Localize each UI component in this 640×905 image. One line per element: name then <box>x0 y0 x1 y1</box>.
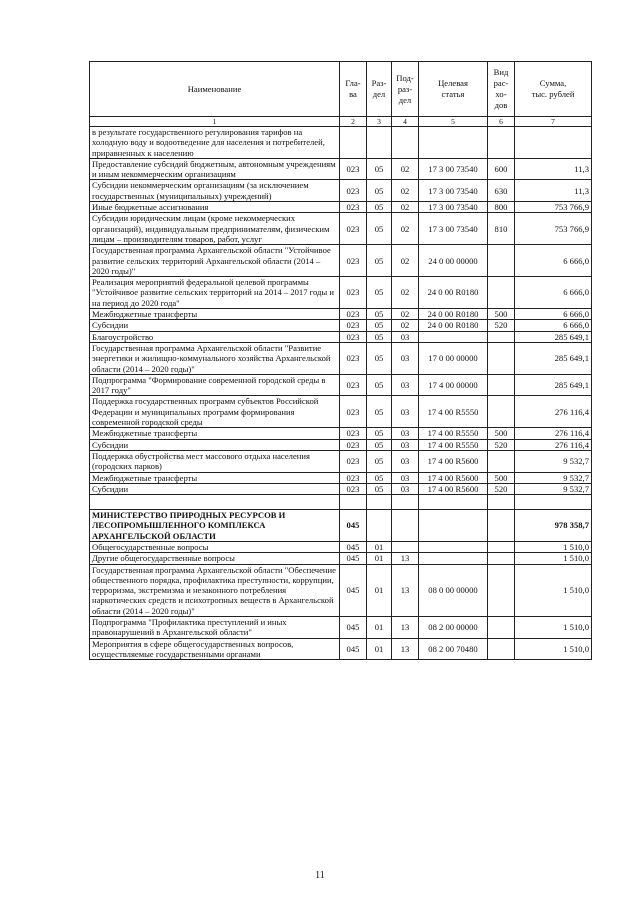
cell-razdel <box>367 127 392 159</box>
cell-glava: 045 <box>340 553 367 564</box>
cell-vid <box>488 541 515 552</box>
cell-glava: 023 <box>340 320 367 331</box>
cell-podrazdel: 13 <box>392 638 419 660</box>
page-number: 11 <box>315 870 325 881</box>
cell-glava: 023 <box>340 277 367 309</box>
cell-vid <box>488 564 515 616</box>
cell-razdel: 05 <box>367 331 392 342</box>
cell-razdel: 01 <box>367 553 392 564</box>
cell-vid <box>488 331 515 342</box>
cell-name: Общегосударственные вопросы <box>90 541 340 552</box>
cell-vid <box>488 510 515 542</box>
cell-name: Поддержка государственных программ субъектов Российской Федерации и муниципальных программ формирования современной городской среды <box>90 396 340 428</box>
cell-razdel: 05 <box>367 374 392 396</box>
table-row <box>90 127 592 159</box>
table-row <box>90 439 592 450</box>
header-razdel: Раз- дел <box>367 62 392 117</box>
cell-vid <box>488 396 515 428</box>
cell-tselevaya: 17 4 00 R5600 <box>419 483 488 494</box>
cell-razdel: 05 <box>367 309 392 320</box>
cell-podrazdel: 13 <box>392 553 419 564</box>
cell-razdel: 01 <box>367 617 392 639</box>
cell-podrazdel: 02 <box>392 320 419 331</box>
cell-summa: 1 510,0 <box>515 541 592 552</box>
cell-razdel: 05 <box>367 213 392 245</box>
cell-glava: 023 <box>340 450 367 472</box>
cell-name: Государственная программа Архангельской области "Устойчивое развитие сельских территорий Архангельской области (2014 – 2020 годы)" <box>90 245 340 277</box>
cell-podrazdel: 03 <box>392 342 419 374</box>
cell-razdel: 05 <box>367 450 392 472</box>
cell-glava: 023 <box>340 213 367 245</box>
cell-name: Межбюджетные трансферты <box>90 472 340 483</box>
cell-summa: 285 649,1 <box>515 342 592 374</box>
table-row <box>90 245 592 277</box>
cell-vid: 500 <box>488 472 515 483</box>
cell-razdel: 05 <box>367 320 392 331</box>
cell-podrazdel: 13 <box>392 564 419 616</box>
cell-vid: 630 <box>488 180 515 202</box>
table-row <box>90 638 592 660</box>
header-glava: Гла- ва <box>340 62 367 117</box>
cell-podrazdel <box>392 541 419 552</box>
cell-glava: 023 <box>340 309 367 320</box>
column-number: 2 <box>340 117 367 127</box>
cell-razdel <box>367 510 392 542</box>
cell-vid: 800 <box>488 202 515 213</box>
cell-tselevaya: 24 0 00 R0180 <box>419 320 488 331</box>
table-row <box>90 564 592 616</box>
cell-name: Субсидии <box>90 439 340 450</box>
cell-glava: 045 <box>340 541 367 552</box>
cell-tselevaya: 08 2 00 00000 <box>419 617 488 639</box>
cell-vid: 520 <box>488 320 515 331</box>
table-row <box>90 617 592 639</box>
cell-tselevaya <box>419 331 488 342</box>
cell-name <box>90 495 340 510</box>
table-row <box>90 396 592 428</box>
cell-name: Подпрограмма "Формирование современной городской среды в 2017 году" <box>90 374 340 396</box>
cell-vid <box>488 374 515 396</box>
cell-razdel: 05 <box>367 396 392 428</box>
table-row <box>90 342 592 374</box>
cell-podrazdel: 03 <box>392 374 419 396</box>
cell-tselevaya: 17 4 00 00000 <box>419 374 488 396</box>
cell-tselevaya: 17 4 00 R5550 <box>419 439 488 450</box>
header-tselevaya: Целевая статья <box>419 62 488 117</box>
cell-podrazdel: 02 <box>392 309 419 320</box>
cell-glava: 023 <box>340 180 367 202</box>
cell-glava <box>340 495 367 510</box>
header-podrazdel: Под- раз- дел <box>392 62 419 117</box>
cell-name: Субсидии юридическим лицам (кроме некоммерческих организаций), индивидуальным предпринимателям, физическим лицам – производителям товаров, работ, услуг <box>90 213 340 245</box>
cell-tselevaya <box>419 495 488 510</box>
cell-vid: 810 <box>488 213 515 245</box>
cell-tselevaya: 24 0 00 R0180 <box>419 309 488 320</box>
cell-glava: 045 <box>340 510 367 542</box>
cell-tselevaya: 17 3 00 73540 <box>419 213 488 245</box>
cell-razdel: 05 <box>367 158 392 180</box>
cell-tselevaya: 24 0 00 R0180 <box>419 277 488 309</box>
table-row <box>90 202 592 213</box>
cell-summa: 9 532,7 <box>515 472 592 483</box>
cell-tselevaya: 17 0 00 00000 <box>419 342 488 374</box>
cell-glava: 045 <box>340 564 367 616</box>
cell-tselevaya: 17 4 00 R5550 <box>419 396 488 428</box>
cell-name: Субсидии <box>90 483 340 494</box>
cell-tselevaya <box>419 510 488 542</box>
cell-vid: 600 <box>488 158 515 180</box>
table-row <box>90 553 592 564</box>
cell-vid: 500 <box>488 309 515 320</box>
table-row <box>90 510 592 542</box>
cell-name: МИНИСТЕРСТВО ПРИРОДНЫХ РЕСУРСОВ И ЛЕСОПРОМЫШЛЕННОГО КОМПЛЕКСА АРХАНГЕЛЬСКОЙ ОБЛАСТИ <box>90 510 340 542</box>
column-number: 5 <box>419 117 488 127</box>
cell-razdel: 05 <box>367 245 392 277</box>
column-numbers-row <box>90 117 592 127</box>
cell-name: Государственная программа Архангельской области "Обеспечение общественного порядка, профилактика преступности, коррупции, терроризма, экстремизма и незаконного потребления наркотических средств и психотропных веществ в Архангельской области (2014 – 2020 годы)" <box>90 564 340 616</box>
cell-summa: 6 666,0 <box>515 245 592 277</box>
table-row <box>90 541 592 552</box>
cell-podrazdel <box>392 495 419 510</box>
cell-razdel: 05 <box>367 439 392 450</box>
cell-glava: 023 <box>340 342 367 374</box>
cell-podrazdel: 02 <box>392 202 419 213</box>
cell-name: Реализация мероприятий федеральной целевой программы "Устойчивое развитие сельских территорий на 2014 – 2017 годы и на период до 2020 года" <box>90 277 340 309</box>
column-number: 6 <box>488 117 515 127</box>
cell-podrazdel: 02 <box>392 180 419 202</box>
cell-vid <box>488 277 515 309</box>
cell-podrazdel: 02 <box>392 277 419 309</box>
cell-glava: 023 <box>340 374 367 396</box>
table-row <box>90 331 592 342</box>
cell-podrazdel <box>392 510 419 542</box>
cell-summa: 753 766,9 <box>515 213 592 245</box>
cell-summa: 276 116,4 <box>515 396 592 428</box>
cell-razdel: 05 <box>367 472 392 483</box>
cell-podrazdel: 03 <box>392 439 419 450</box>
cell-tselevaya: 24 0 00 00000 <box>419 245 488 277</box>
cell-name: Межбюджетные трансферты <box>90 428 340 439</box>
column-number: 1 <box>90 117 340 127</box>
cell-podrazdel: 03 <box>392 450 419 472</box>
cell-summa <box>515 127 592 159</box>
cell-summa: 285 649,1 <box>515 374 592 396</box>
cell-tselevaya <box>419 553 488 564</box>
cell-name: Предоставление субсидий бюджетным, автономным учреждениям и иным некоммерческим организациям <box>90 158 340 180</box>
cell-vid <box>488 450 515 472</box>
table-body <box>90 127 592 660</box>
cell-razdel: 05 <box>367 428 392 439</box>
table-row <box>90 428 592 439</box>
cell-summa: 9 532,7 <box>515 450 592 472</box>
cell-summa: 276 116,4 <box>515 428 592 439</box>
cell-glava: 023 <box>340 472 367 483</box>
cell-razdel <box>367 495 392 510</box>
budget-table <box>89 61 592 660</box>
cell-razdel: 05 <box>367 277 392 309</box>
cell-vid: 520 <box>488 483 515 494</box>
cell-summa: 753 766,9 <box>515 202 592 213</box>
cell-razdel: 01 <box>367 541 392 552</box>
cell-glava: 023 <box>340 483 367 494</box>
cell-razdel: 01 <box>367 564 392 616</box>
cell-podrazdel: 02 <box>392 158 419 180</box>
table-row <box>90 495 592 510</box>
header-vid: Вид рас- хо- дов <box>488 62 515 117</box>
cell-name: Государственная программа Архангельской области "Развитие энергетики и жилищно-коммунального хозяйства Архангельской области (2014 – 2020 годы)" <box>90 342 340 374</box>
cell-tselevaya: 17 3 00 73540 <box>419 158 488 180</box>
cell-name: Межбюджетные трансферты <box>90 309 340 320</box>
cell-tselevaya: 17 3 00 73540 <box>419 202 488 213</box>
cell-tselevaya: 17 3 00 73540 <box>419 180 488 202</box>
cell-name: Иные бюджетные ассигнования <box>90 202 340 213</box>
table-header-row <box>90 62 592 117</box>
cell-name: Субсидии <box>90 320 340 331</box>
table-row <box>90 277 592 309</box>
cell-tselevaya <box>419 127 488 159</box>
table-row <box>90 472 592 483</box>
cell-summa: 285 649,1 <box>515 331 592 342</box>
cell-vid <box>488 245 515 277</box>
header-summa: Сумма, тыс. рублей <box>515 62 592 117</box>
cell-summa: 6 666,0 <box>515 309 592 320</box>
table-row <box>90 374 592 396</box>
cell-glava: 023 <box>340 428 367 439</box>
table-row <box>90 450 592 472</box>
cell-tselevaya: 17 4 00 R5550 <box>419 428 488 439</box>
cell-razdel: 05 <box>367 483 392 494</box>
cell-summa: 11,3 <box>515 180 592 202</box>
cell-glava: 023 <box>340 245 367 277</box>
cell-glava <box>340 127 367 159</box>
table-row <box>90 483 592 494</box>
cell-podrazdel: 03 <box>392 428 419 439</box>
cell-name: Мероприятия в сфере общегосударственных вопросов, осуществляемые государственными органами <box>90 638 340 660</box>
cell-razdel: 01 <box>367 638 392 660</box>
column-number: 4 <box>392 117 419 127</box>
cell-summa: 9 532,7 <box>515 483 592 494</box>
cell-razdel: 05 <box>367 202 392 213</box>
table-row <box>90 320 592 331</box>
cell-podrazdel: 03 <box>392 331 419 342</box>
cell-podrazdel: 02 <box>392 245 419 277</box>
cell-summa: 6 666,0 <box>515 277 592 309</box>
cell-name: в результате государственного регулирования тарифов на холодную воду и водоотведение для населения и потребителей, приравненных к населению <box>90 127 340 159</box>
cell-glava: 023 <box>340 158 367 180</box>
header-name: Наименование <box>90 62 340 117</box>
table-row <box>90 180 592 202</box>
cell-summa: 6 666,0 <box>515 320 592 331</box>
cell-podrazdel: 03 <box>392 396 419 428</box>
cell-name: Поддержка обустройства мест массового отдыха населения (городских парков) <box>90 450 340 472</box>
cell-podrazdel: 03 <box>392 483 419 494</box>
cell-vid <box>488 342 515 374</box>
cell-tselevaya: 17 4 00 R5600 <box>419 450 488 472</box>
table-row <box>90 158 592 180</box>
table-row <box>90 309 592 320</box>
cell-summa: 1 510,0 <box>515 638 592 660</box>
cell-summa: 276 116,4 <box>515 439 592 450</box>
cell-vid <box>488 638 515 660</box>
cell-podrazdel <box>392 127 419 159</box>
cell-vid: 500 <box>488 428 515 439</box>
column-number: 3 <box>367 117 392 127</box>
cell-name: Другие общегосударственные вопросы <box>90 553 340 564</box>
cell-vid <box>488 495 515 510</box>
cell-name: Благоустройство <box>90 331 340 342</box>
cell-tselevaya: 17 4 00 R5600 <box>419 472 488 483</box>
cell-podrazdel: 13 <box>392 617 419 639</box>
cell-summa: 1 510,0 <box>515 564 592 616</box>
cell-vid: 520 <box>488 439 515 450</box>
cell-razdel: 05 <box>367 342 392 374</box>
cell-name: Подпрограмма "Профилактика преступлений и иных правонарушений в Архангельской области" <box>90 617 340 639</box>
cell-summa <box>515 495 592 510</box>
cell-summa: 11,3 <box>515 158 592 180</box>
cell-vid <box>488 127 515 159</box>
column-number: 7 <box>515 117 592 127</box>
cell-summa: 1 510,0 <box>515 617 592 639</box>
cell-name: Субсидии некоммерческим организациям (за исключением государственных (муниципальных) учреждений) <box>90 180 340 202</box>
cell-summa: 1 510,0 <box>515 553 592 564</box>
cell-glava: 023 <box>340 331 367 342</box>
cell-glava: 045 <box>340 617 367 639</box>
cell-glava: 023 <box>340 202 367 213</box>
cell-glava: 023 <box>340 396 367 428</box>
table-row <box>90 213 592 245</box>
cell-glava: 045 <box>340 638 367 660</box>
cell-podrazdel: 03 <box>392 472 419 483</box>
cell-tselevaya <box>419 541 488 552</box>
cell-summa: 978 358,7 <box>515 510 592 542</box>
cell-razdel: 05 <box>367 180 392 202</box>
cell-vid <box>488 617 515 639</box>
cell-podrazdel: 02 <box>392 213 419 245</box>
cell-tselevaya: 08 2 00 70480 <box>419 638 488 660</box>
cell-vid <box>488 553 515 564</box>
cell-glava: 023 <box>340 439 367 450</box>
cell-tselevaya: 08 0 00 00000 <box>419 564 488 616</box>
